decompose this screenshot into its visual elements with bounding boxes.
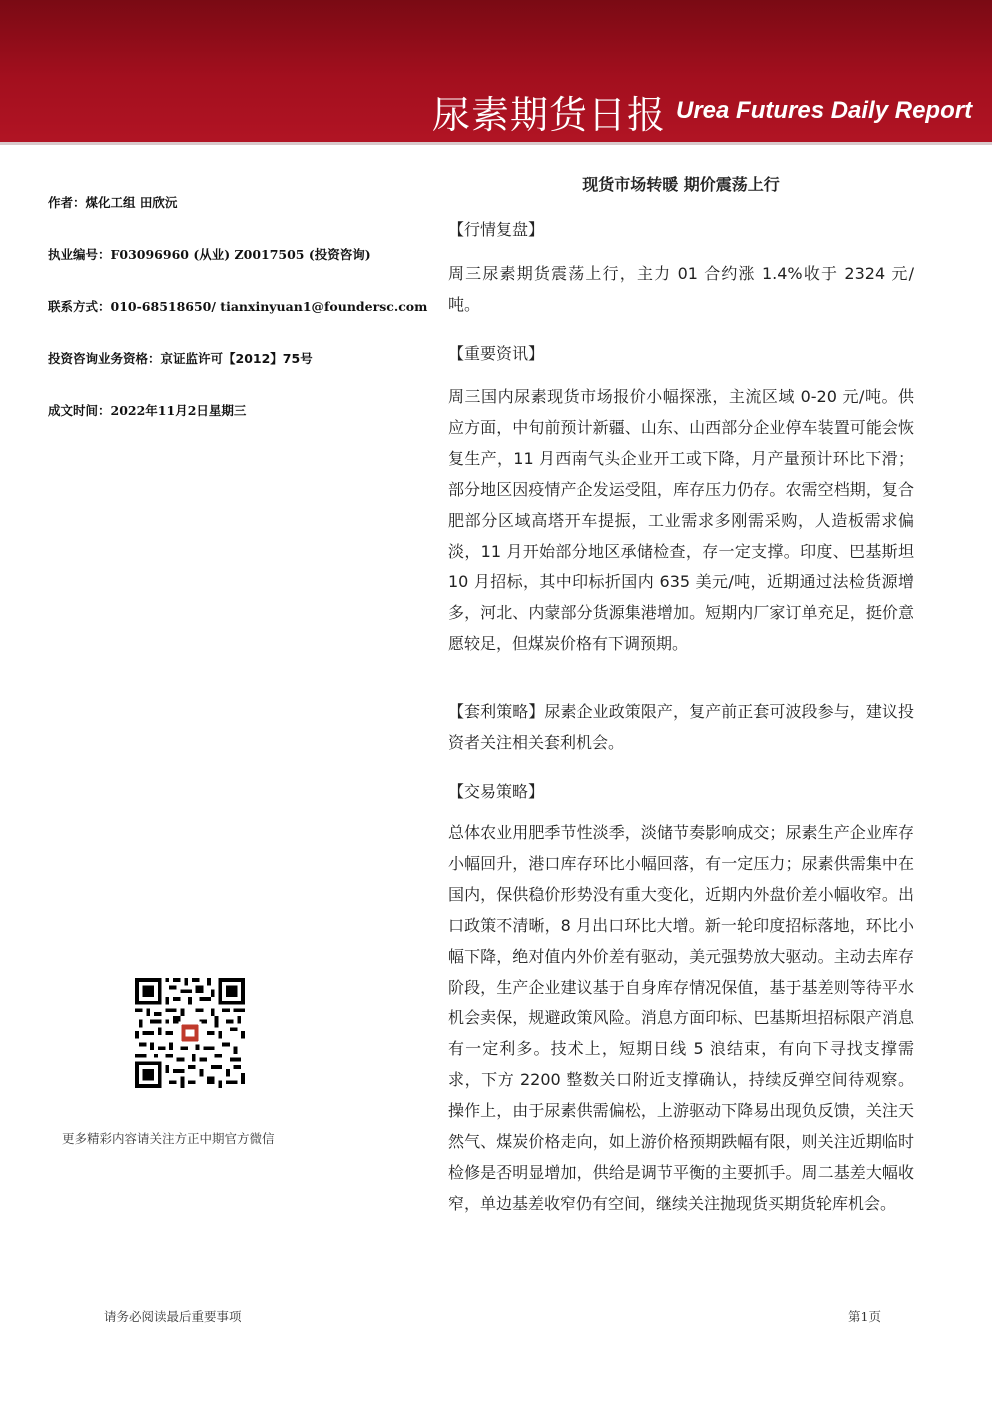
date-label: 成文时间： [48,403,111,418]
license-value: F03096960 (从业) Z0017505 (投资咨询) [110,247,371,262]
qualification-label: 投资咨询业务资格： [48,351,161,366]
report-title-en: Urea Futures Daily Report [676,97,973,124]
qualification-value: 京证监许可【2012】75号 [160,351,313,366]
page-number: 第1页 [848,1309,881,1324]
wechat-qr-code [135,978,245,1088]
date-value: 2022年11月2日星期三 [110,403,247,418]
author-line [48,193,177,211]
date-line [48,401,246,419]
article-headline: 现货市场转暖 期价震荡上行 [582,175,780,194]
trading-paragraph: 总体农业用肥季节性淡季，淡储节奏影响成交；尿素生产企业库存小幅回升，港口库存环比小幅回落，有一定压力；尿素供需集中在国内，保供稳价形势没有重大变化，近期内外盘价差小幅收窄。出口政策不清晰，8 月出口环比大增。新一轮印度招标落地，环比小幅下降，绝对值内外价差有驱动，美元强势放大驱动。主动去库存阶段，生产企业建议基于自身库存情况保值，基于基差则等待平水机会卖保，规避政策风险。消息方面印标、巴基斯坦招标限产消息有一定利多。技术上，短期日线 5 浪结束，有向下寻找支撑需求，下方 2200 整数关口附近支撑确认，持续反弹空间待观察。操作上，由于尿素供需偏松，上游驱动下降易出现负反馈，关注天然气、煤炭价格走向，如上游价格预期跌幅有限，则关注近期临时检修是否明显增加，供给是调节平衡的主要抓手。周二基差大幅收窄，单边基差收窄仍有空间，继续关注抛现货买期货轮库机会。 [448,823,914,1213]
trading-heading: 【交易策略】 [448,782,545,801]
news-heading: 【重要资讯】 [448,344,545,363]
author-value: 煤化工组 田欣沅 [85,195,178,210]
market-review-paragraph: 周三尿素期货震荡上行，主力 01 合约涨 1.4%收于 2324 元/吨。 [448,264,914,314]
news-paragraph: 周三国内尿素现货市场报价小幅探涨，主流区域 0-20 元/吨。供应方面，中旬前预计新疆、山东、山西部分企业停车装置可能会恢复生产，11 月西南气头企业开工或下降，月产量预计环比下滑；部分地区因疫情产企发运受阻，库存压力仍存。农需空档期，复合肥部分区域高塔开车提振，工业需求多刚需采购，人造板需求偏淡，11 月开始部分地区承储检查，存一定支撑。印度、巴基斯坦 10 月招标，其中印标折国内 635 美元/吨，近期通过法检货源增多，河北、内蒙部分货源集港增加。短期内厂家订单充足，挺价意愿较足，但煤炭价格有下调预期。 [448,387,914,654]
qr-caption: 更多精彩内容请关注方正中期官方微信 [62,1131,275,1146]
license-line [48,245,371,263]
market-review-heading: 【行情复盘】 [448,220,545,239]
license-label: 执业编号： [48,247,111,262]
footer-disclaimer: 请务必阅读最后重要事项 [104,1309,242,1324]
report-title-cn: 尿素期货日报 [432,93,667,137]
contact-value: 010-68518650/ tianxinyuan1@foundersc.com [110,299,428,314]
contact-line [48,297,427,315]
header-divider [0,142,992,145]
contact-label: 联系方式： [48,299,111,314]
arbitrage-paragraph: 【套利策略】尿素企业政策限产，复产前正套可波段参与，建议投资者关注相关套利机会。 [448,702,914,752]
qualification-line [48,349,313,367]
author-label: 作者： [48,195,86,210]
